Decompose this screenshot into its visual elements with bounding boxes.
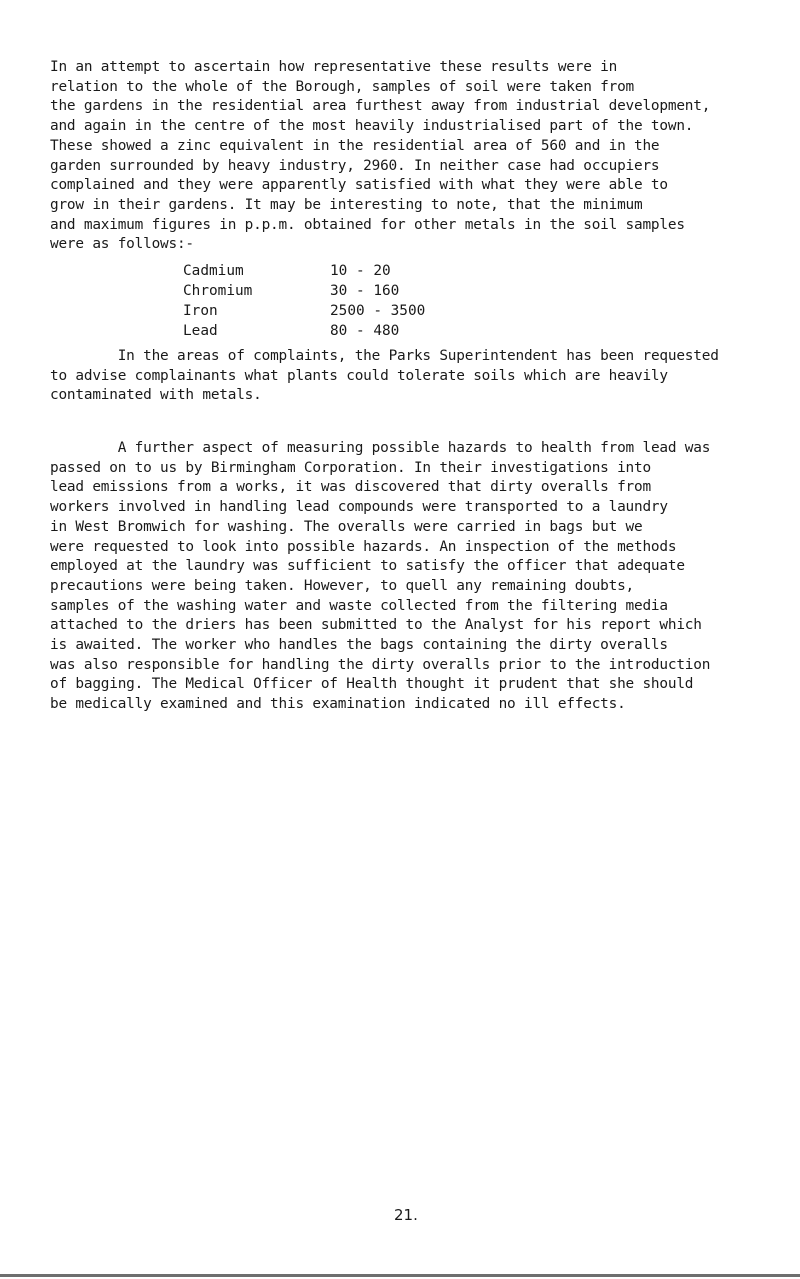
- page-number: 21.: [394, 1206, 418, 1224]
- metal-row-chromium: [183, 281, 425, 301]
- paragraph-lead-hazards: A further aspect of measuring possible hazards to health from lead was passed on to us by Birmingham Corporation. In their investigations into lead emissions from a works, it was discovered that dirty overalls from workers involved in handling lead compounds were transported to a laundry in West Bromwich for washing. The overalls were carried in bags but we were requested to look into possible hazards. An inspection of the methods employed at the laundry was sufficient to satisfy the officer that adequate precautions were being taken. However, to quell any remaining doubts, samples of the washing water and waste collected from the filtering media attached to the driers has been submitted to the Analyst for his report which is awaited. The worker who handles the bags containing the dirty overalls was also responsible for handling the dirty overalls prior to the introduction of bagging. The Medical Officer of Health thought it prudent that she should be medically examined and this examination indicated no ill effects.: [50, 440, 711, 713]
- bottom-divider: [0, 1274, 800, 1277]
- metal-name: Cadmium: [183, 263, 244, 279]
- paragraph-soil-samples: In an attempt to ascertain how representative these results were in relation to the whole of the Borough, samples of soil were taken from the gardens in the residential area furthest away from industrial development, and again in the centre of the most heavily industrialised part of the town. These showed a zinc equivalent in the residential area of 560 and in the garden surrounded by heavy industry, 2960. In neither case had occupiers complained and they were apparently satisfied with what they were able to grow in their gardens. It may be interesting to note, that the minimum and maximum figures in p.p.m. obtained for other metals in the soil samples were as follows:-: [50, 59, 711, 253]
- metal-name: Lead: [183, 323, 218, 339]
- metal-row-lead: [183, 321, 425, 341]
- metal-row-cadmium: [183, 261, 425, 281]
- metal-range: 30 - 160: [330, 283, 400, 299]
- metals-table: [183, 261, 425, 341]
- metal-row-iron: [183, 301, 425, 321]
- paragraph-complaints: In the areas of complaints, the Parks Superintendent has been requested to advise complainants what plants could tolerate soils which are heavily contaminated with metals.: [50, 348, 719, 404]
- metal-range: 10 - 20: [330, 263, 391, 279]
- metal-range: 80 - 480: [330, 323, 400, 339]
- metal-name: Iron: [183, 303, 218, 319]
- metal-range: 2500 - 3500: [330, 303, 426, 319]
- metal-name: Chromium: [183, 283, 253, 299]
